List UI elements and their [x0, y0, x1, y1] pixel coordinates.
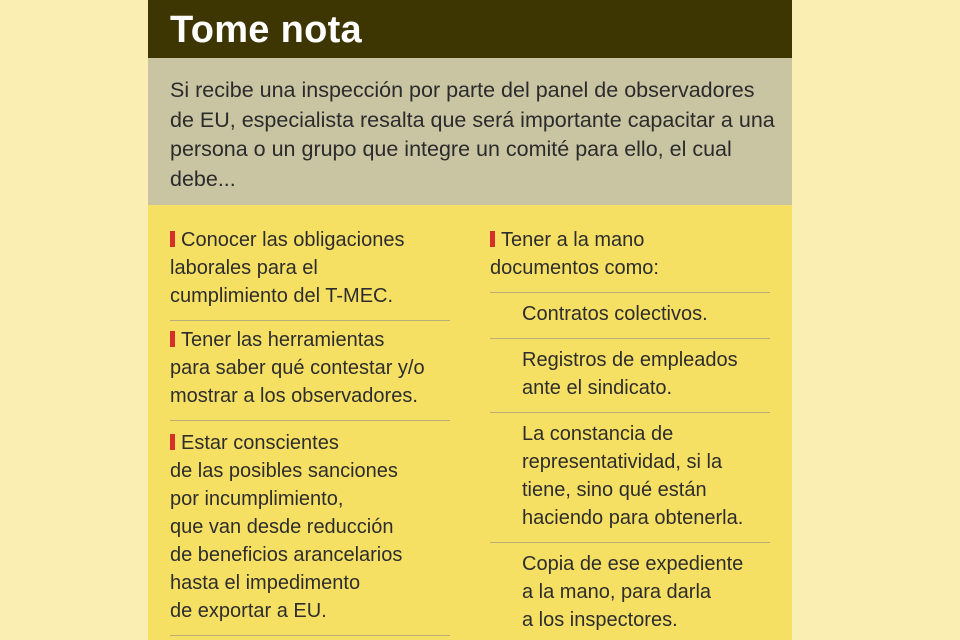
list-item: [170, 421, 450, 636]
document-item: Contratos colectivos.: [490, 293, 770, 339]
bullet-marker: [490, 231, 495, 247]
list-item: [170, 321, 450, 421]
card-header: [148, 0, 792, 58]
item-text: Conocer las obligaciones laborales para el cumplimiento del T-MEC.: [170, 229, 405, 307]
intro-paragraph: Si recibe una inspección por parte del panel de observadores de EU, especialista resalta que será importante capacitar a una persona o un grupo que integre un comité para ello, el cual debe...: [148, 58, 792, 205]
bullet-marker: [170, 434, 175, 450]
document-item: La constancia de representatividad, si la tiene, sino qué están haciendo para obtenerla.: [490, 413, 770, 543]
bullet-marker: [170, 231, 175, 247]
item-text: Estar conscientes de las posibles sanciones por incumplimiento, que van desde reducción de beneficios arancelarios hasta el impedimento de exportar a EU.: [170, 432, 403, 622]
item-text: Tener a la mano documentos como:: [490, 229, 659, 279]
content-columns: [148, 205, 792, 640]
note-card: [148, 0, 792, 640]
card-title: Tome nota: [170, 9, 362, 51]
document-item: Copia de ese expediente a la mano, para darla a los inspectores.: [490, 543, 770, 640]
right-column: [490, 222, 770, 640]
list-item: [170, 222, 450, 321]
left-column: [170, 222, 450, 636]
item-text: Tener las herramientas para saber qué contestar y/o mostrar a los observadores.: [170, 329, 425, 407]
document-item: Registros de empleados ante el sindicato.: [490, 339, 770, 413]
list-item-heading: [490, 222, 770, 293]
bullet-marker: [170, 331, 175, 347]
